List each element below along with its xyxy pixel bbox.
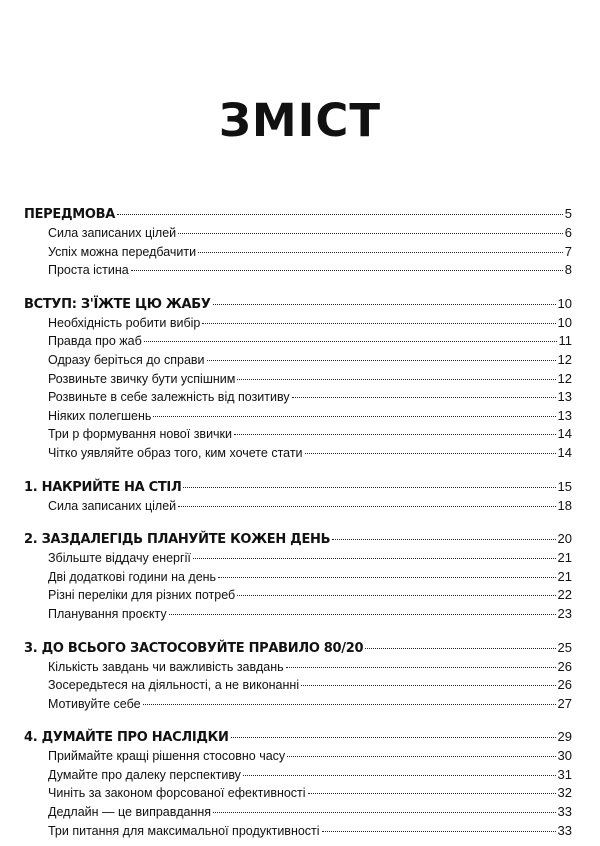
- page-number: 11: [558, 333, 572, 349]
- chapter-title: 1. НАКРИЙТЕ НА СТІЛ: [24, 479, 182, 495]
- dot-leader: [193, 558, 556, 559]
- subsection-title: Необхідність робити вибір: [48, 315, 201, 330]
- toc-section: [24, 294, 572, 463]
- toc-subsection-entry[interactable]: [24, 425, 572, 444]
- page-number: 33: [557, 822, 572, 838]
- page-number: 27: [557, 695, 572, 711]
- page-number: 7: [564, 243, 572, 259]
- page-number: 12: [557, 351, 572, 367]
- subsection-title: Сила записаних цілей: [48, 498, 177, 513]
- toc-subsection-entry[interactable]: [24, 695, 572, 714]
- page-number: 12: [557, 370, 572, 386]
- dot-leader: [332, 539, 555, 540]
- page-number: 13: [557, 407, 572, 423]
- page-number: 10: [557, 295, 572, 311]
- subsection-title: Дедлайн — це виправдання: [48, 805, 212, 820]
- page-number: 6: [564, 225, 572, 240]
- subsection-title: Чиніть за законом форсованої ефективності: [48, 786, 306, 801]
- dot-leader: [213, 812, 555, 813]
- dot-leader: [287, 756, 555, 757]
- toc-subsection-entry[interactable]: [24, 497, 572, 516]
- page-number: 33: [557, 804, 572, 820]
- chapter-title: ПЕРЕДМОВА: [24, 207, 116, 222]
- page-number: 10: [557, 314, 572, 330]
- toc-subsection-entry[interactable]: [24, 586, 572, 605]
- dot-leader: [237, 595, 555, 596]
- dot-leader: [202, 323, 555, 324]
- dot-leader: [286, 667, 556, 668]
- toc-subsection-entry[interactable]: [24, 370, 572, 389]
- toc-section: [24, 638, 572, 714]
- subsection-title: Ніяких полегшень: [48, 408, 152, 423]
- subsection-title: Зосередьтеся на діяльності, а не виконанні: [48, 678, 300, 693]
- dot-leader: [301, 685, 555, 686]
- page-number: 5: [564, 206, 572, 221]
- dot-leader: [308, 793, 556, 794]
- page-number: 30: [557, 748, 572, 764]
- toc-subsection-entry[interactable]: [24, 766, 572, 785]
- page-number: 31: [557, 766, 572, 782]
- dot-leader: [231, 737, 556, 738]
- dot-leader: [292, 397, 556, 398]
- page-number: 22: [557, 587, 572, 603]
- table-of-contents: [24, 204, 572, 840]
- dot-leader: [234, 434, 556, 435]
- subsection-title: Розвиньте в себе залежність від позитиву: [48, 390, 290, 405]
- page-number: 14: [557, 444, 572, 460]
- toc-subsection-entry[interactable]: [24, 549, 572, 568]
- page-number: 15: [557, 478, 572, 494]
- toc-subsection-entry[interactable]: [24, 605, 572, 624]
- chapter-title: 3. ДО ВСЬОГО ЗАСТОСОВУЙТЕ ПРАВИЛО 80/20: [24, 640, 364, 656]
- toc-chapter-entry[interactable]: [24, 294, 572, 314]
- chapter-title: 4. ДУМАЙТЕ ПРО НАСЛІДКИ: [24, 730, 229, 746]
- dot-leader: [131, 270, 563, 271]
- subsection-title: Правда про жаб: [48, 334, 142, 349]
- subsection-title: Дві додаткові години на день: [48, 569, 217, 584]
- subsection-title: Приймайте кращі рішення стосовно часу: [48, 749, 286, 764]
- page-number: 8: [564, 262, 572, 278]
- toc-subsection-entry[interactable]: [24, 822, 572, 841]
- subsection-title: Успіх можна передбачити: [48, 244, 197, 259]
- toc-subsection-entry[interactable]: [24, 568, 572, 587]
- subsection-title: Проста істина: [48, 263, 129, 278]
- toc-subsection-entry[interactable]: [24, 351, 572, 370]
- page-number: 18: [557, 497, 572, 513]
- page-number: 23: [557, 605, 572, 621]
- toc-chapter-entry[interactable]: [24, 477, 572, 497]
- toc-section: [24, 204, 572, 280]
- dot-leader: [322, 831, 556, 832]
- dot-leader: [117, 214, 563, 215]
- dot-leader: [143, 704, 556, 705]
- subsection-title: Кількість завдань чи важливість завдань: [48, 659, 284, 674]
- subsection-title: Збільште віддачу енергії: [48, 551, 191, 566]
- dot-leader: [207, 360, 556, 361]
- subsection-title: Сила записаних цілей: [48, 226, 177, 240]
- toc-subsection-entry[interactable]: [24, 803, 572, 822]
- toc-section: [24, 529, 572, 623]
- dot-leader: [213, 304, 556, 305]
- subsection-title: Різні переліки для різних потреб: [48, 588, 236, 603]
- toc-subsection-entry[interactable]: [24, 224, 572, 243]
- page-number: 14: [557, 426, 572, 442]
- subsection-title: Чітко уявляйте образ того, ким хочете стати: [48, 445, 303, 460]
- toc-subsection-entry[interactable]: [24, 388, 572, 407]
- page-number: 21: [557, 568, 572, 584]
- page-number: 26: [557, 677, 572, 693]
- page-title: ЗМІСТ: [218, 94, 382, 147]
- subsection-title: Розвиньте звичку бути успішним: [48, 371, 236, 386]
- toc-section: [24, 477, 572, 516]
- toc-subsection-entry[interactable]: [24, 747, 572, 766]
- subsection-title: Планування проєкту: [48, 606, 167, 621]
- toc-subsection-entry[interactable]: [24, 261, 572, 280]
- toc-chapter-entry[interactable]: [24, 727, 572, 747]
- page-number: 13: [557, 389, 572, 405]
- toc-subsection-entry[interactable]: [24, 444, 572, 463]
- page-number: 29: [557, 729, 572, 745]
- toc-subsection-entry[interactable]: [24, 784, 572, 803]
- subsection-title: Три питання для максимальної продуктивності: [48, 823, 320, 838]
- dot-leader: [178, 233, 563, 234]
- page-number: 21: [557, 550, 572, 566]
- dot-leader: [169, 614, 556, 615]
- toc-subsection-entry[interactable]: [24, 314, 572, 333]
- chapter-title: 2. ЗАЗДАЛЕГІДЬ ПЛАНУЙТЕ КОЖЕН ДЕНЬ: [24, 532, 331, 548]
- dot-leader: [305, 453, 556, 454]
- subsection-title: Думайте про далеку перспективу: [48, 767, 241, 782]
- page-number: 26: [557, 658, 572, 674]
- subsection-title: Мотивуйте себе: [48, 696, 141, 711]
- toc-subsection-entry[interactable]: [24, 243, 572, 262]
- dot-leader: [198, 252, 563, 253]
- dot-leader: [365, 648, 555, 649]
- dot-leader: [237, 379, 555, 380]
- dot-leader: [178, 506, 555, 507]
- page-number: 25: [557, 639, 572, 655]
- dot-leader: [243, 775, 556, 776]
- dot-leader: [144, 341, 557, 342]
- toc-chapter-entry[interactable]: [24, 638, 572, 658]
- dot-leader: [183, 487, 555, 488]
- dot-leader: [218, 577, 555, 578]
- toc-subsection-entry[interactable]: [24, 407, 572, 426]
- chapter-title: ВСТУП: З'ЇЖТЕ ЦЮ ЖАБУ: [24, 296, 211, 312]
- page-number: 32: [557, 785, 572, 801]
- toc-subsection-entry[interactable]: [24, 676, 572, 695]
- subsection-title: Три р формування нової звички: [48, 427, 233, 442]
- toc-section: [24, 727, 572, 840]
- toc-chapter-entry[interactable]: [24, 529, 572, 549]
- subsection-title: Одразу беріться до справи: [48, 352, 205, 367]
- toc-subsection-entry[interactable]: [24, 332, 572, 351]
- toc-subsection-entry[interactable]: [24, 658, 572, 677]
- page-number: 20: [557, 531, 572, 547]
- toc-chapter-entry[interactable]: [24, 204, 572, 224]
- dot-leader: [153, 416, 555, 417]
